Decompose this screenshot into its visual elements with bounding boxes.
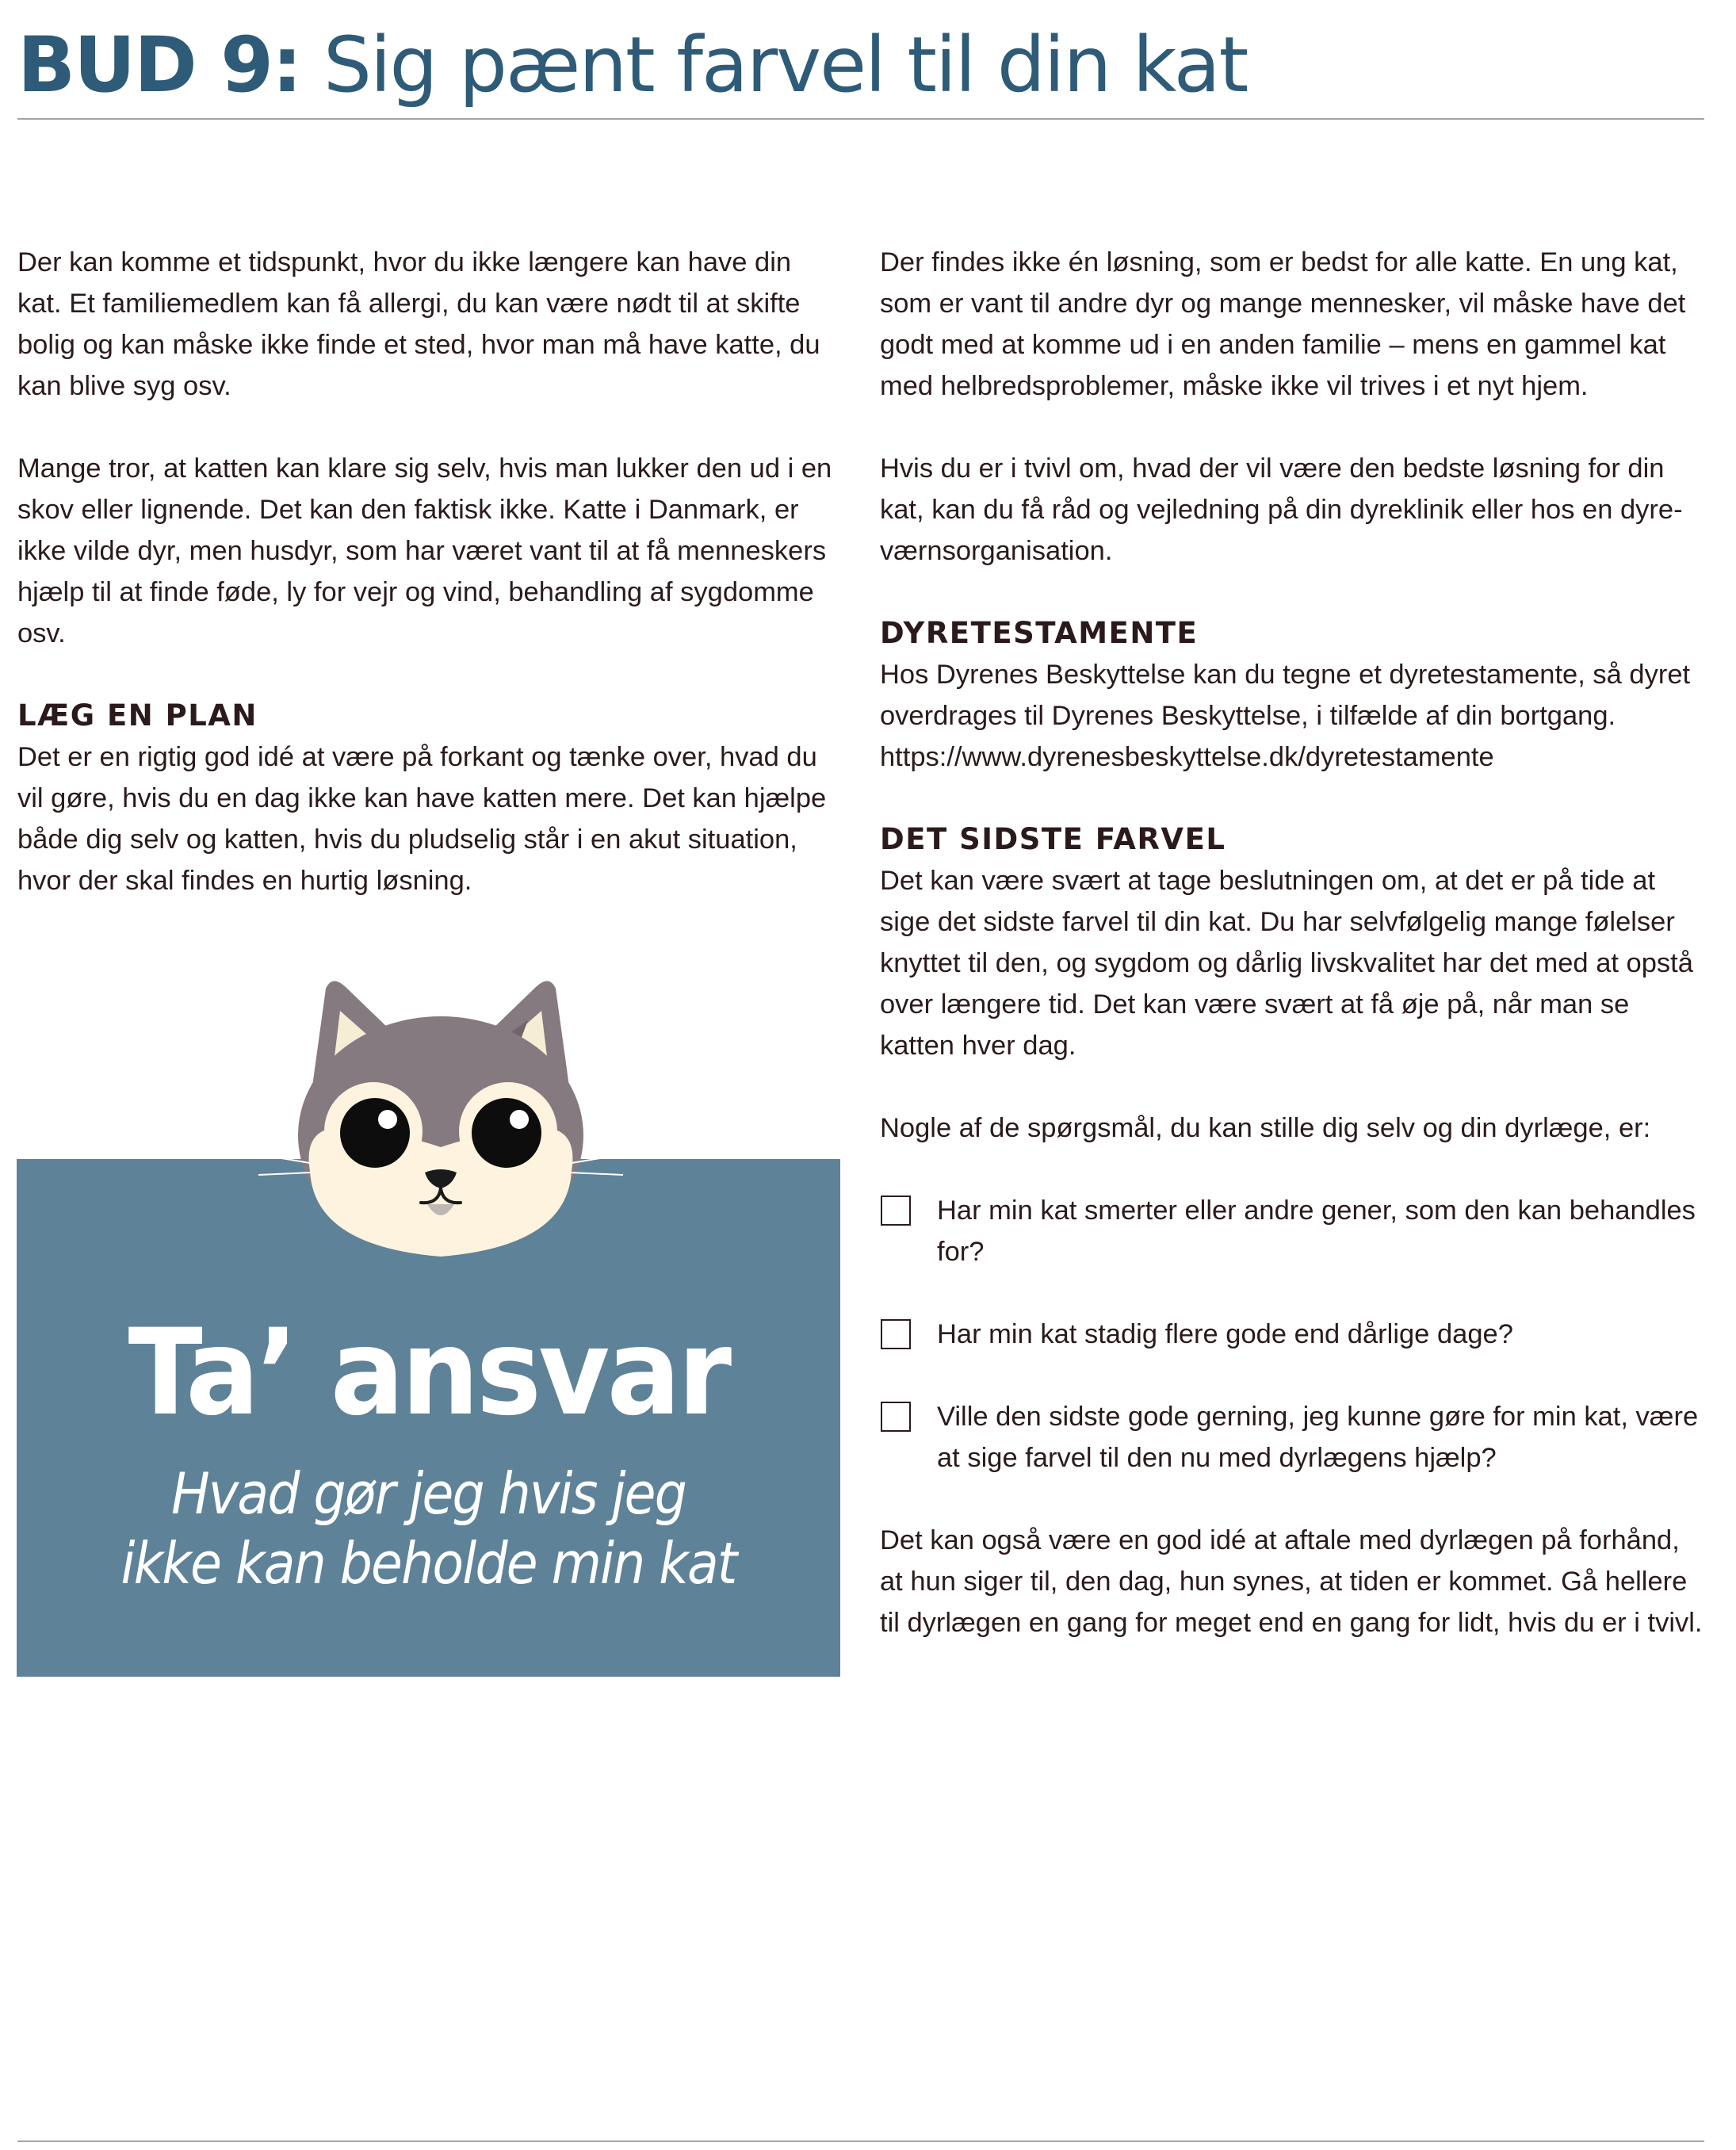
- checklist-item-text: Har min kat smerter eller andre gener, som den kan behandles for?: [937, 1196, 1696, 1267]
- checklist-item: [880, 1314, 1704, 1355]
- paragraph-agreement: Det kan også være en god idé at aftale med dyrlægen på forhånd, at hun siger til, den dag, hun synes, at tiden er kommet. Gå hellere til dyrlægen en gang for meget end en gang for lidt, hvis du er i tvivl.: [880, 1525, 1703, 1638]
- section-heading-testament: DYRETESTAMENTE: [880, 616, 1199, 650]
- rule-number: BUD 9:: [17, 21, 301, 109]
- promo-title: Ta’ ansvar: [128, 1304, 729, 1442]
- paragraph-solutions: Der findes ikke én løsning, som er bedst for alle katte. En ung kat, som er vant til andre dyr og mange mennesker, vil måske have det godt med at komme ud i en anden familie – mens en gammel kat med helbredsproblemer, måske ikke vil trives i et nyt hjem.: [880, 247, 1686, 401]
- intro-paragraph: Der kan komme et tidspunkt, hvor du ikke længere kan have din kat. Et familiemedlem kan få allergi, du kan være nødt til at skifte bolig og kan måske ikke finde et sted, hvor man må have katte, du kan blive syg osv.: [17, 247, 820, 401]
- promo-panel: [17, 1159, 840, 1677]
- paragraph-wild-cats: Mange tror, at katten kan klare sig selv, hvis man lukker den ud i en skov eller lignende. Det kan den faktisk ikke. Katte i Danmark, er ikke vilde dyr, men husdyr, som har været vant til at få menneskers hjælp til at finde føde, ly for vejr og vind, behandling af sygdomme osv.: [17, 453, 832, 648]
- promo-subtitle: [58, 1459, 799, 1598]
- paragraph-plan: Det er en rigtig god idé at være på forkant og tænke over, hvad du vil gøre, hvis du en dag ikke kan have katten mere. Det kan hjælpe både dig selv og katten, hvis du pludselig står i en akut situation, hvor der skal findes en hurtig løsning.: [17, 742, 827, 896]
- left-column: [17, 242, 842, 943]
- checkbox[interactable]: [881, 1196, 911, 1226]
- checkbox[interactable]: [881, 1319, 911, 1349]
- header-divider: [17, 118, 1704, 120]
- paragraph-advice: Hvis du er i tvivl om, hvad der vil være den bedste løsning for din kat, kan du få råd og vejledning på din dyreklinik eller hos en dyre-værnsorganisation.: [880, 453, 1683, 566]
- promo-subtitle-line-2: ikke kan beholde min kat: [120, 1530, 736, 1597]
- section-heading-farewell: DET SIDSTE FARVEL: [880, 822, 1226, 856]
- paragraph-testament: Hos Dyrenes Beskyttelse kan du tegne et dyretestamente, så dyret overdrages til Dyrenes Beskyttelse, i tilfælde af din bortgang.: [880, 660, 1691, 731]
- checkbox[interactable]: [881, 1402, 911, 1432]
- promo-subtitle-line-1: Hvad gør jeg hvis jeg: [170, 1460, 686, 1527]
- testament-link[interactable]: https://www.dyrenesbeskyttelse.dk/dyretestamente: [880, 742, 1494, 772]
- checklist-item: [880, 1190, 1704, 1272]
- right-column: [880, 242, 1704, 1685]
- page-title-text: Sig pænt farvel til din kat: [323, 21, 1248, 109]
- checklist-item-text: Ville den sidste gode gerning, jeg kunne gøre for min kat, være at sige farvel til den nu med dyrlægens hjælp?: [937, 1402, 1699, 1473]
- section-heading-plan: LÆG EN PLAN: [17, 698, 258, 733]
- checklist-item: [880, 1396, 1704, 1479]
- page-title: [17, 17, 1247, 113]
- paragraph-farewell: Det kan være svært at tage beslutningen om, at det er på tide at sige det sidste farvel til din kat. Du har selvfølgelig mange følelser knyttet til den, og sygdom og dårlig livskvalitet har det med at opstå over længere tid. Det kan være svært at få øje på, når man se katten hver dag.: [880, 866, 1693, 1061]
- paragraph-questions-intro: Nogle af de spørgsmål, du kan stille dig selv og din dyrlæge, er:: [880, 1113, 1651, 1143]
- checklist-item-text: Har min kat stadig flere gode end dårlige dage?: [937, 1319, 1513, 1349]
- footer-divider: [17, 2140, 1704, 2142]
- cat-illustration: [254, 965, 627, 1266]
